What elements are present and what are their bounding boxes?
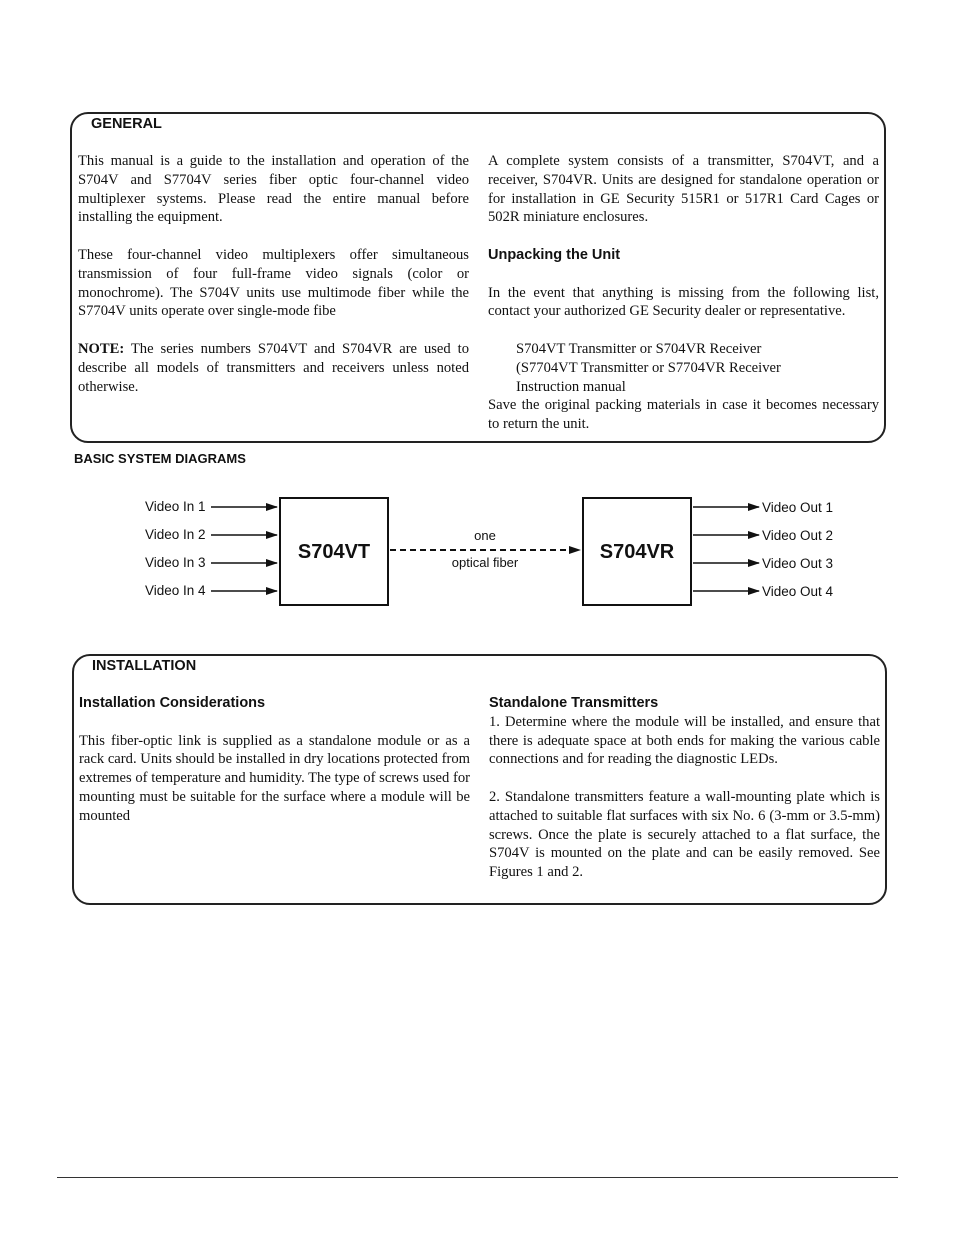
installation-considerations-heading: Installation Considerations xyxy=(79,695,266,711)
video-in-3-label: Video In 3 xyxy=(145,555,206,570)
fiber-link-top-label: one xyxy=(474,528,496,543)
video-out-4-label: Video Out 4 xyxy=(762,584,834,599)
receiver-label: S704VR xyxy=(599,541,675,563)
video-in-2-label: Video In 2 xyxy=(145,527,206,542)
note-text: The series numbers S704VT and S704VR are used to describe all models of transmitters and receivers unless noted otherwise. xyxy=(78,340,469,395)
general-right-column xyxy=(488,152,879,434)
installation-right-column xyxy=(489,694,880,882)
general-left-column xyxy=(78,152,469,415)
general-note-paragraph xyxy=(78,340,469,396)
video-in-4-label: Video In 4 xyxy=(145,583,206,598)
note-label: NOTE: xyxy=(78,340,125,357)
general-multiplexer-paragraph: These four-channel video multiplexers offer simultaneous transmission of four full-frame video signals (color or monochrome). The S704V units use multimode fiber while the S7704V units operate over single-mode fibe xyxy=(78,246,469,320)
diagram-section-title: BASIC SYSTEM DIAGRAMS xyxy=(74,451,246,466)
installation-title: INSTALLATION xyxy=(92,658,197,674)
video-in-1-label: Video In 1 xyxy=(145,499,206,514)
video-out-1-label: Video Out 1 xyxy=(762,500,834,515)
installation-considerations-paragraph: This fiber-optic link is supplied as a standalone module or as a rack card. Units should be installed in dry locations protected from extremes of temperature and humidity. The type of screws used for mounting must be suitable for the surface where a module will be mounted xyxy=(79,732,470,824)
standalone-step-1: 1. Determine where the module will be installed, and ensure that there is adequate space at both ends for making the various cable connections and for reading the diagnostic LEDs. xyxy=(489,713,880,768)
unpacking-heading: Unpacking the Unit xyxy=(488,246,621,263)
fiber-link-bottom-label: optical fiber xyxy=(451,555,519,570)
standalone-transmitters-heading: Standalone Transmitters xyxy=(489,695,659,711)
standalone-step-2: 2. Standalone transmitters feature a wall-mounting plate which is attached to suitable flat surfaces with six No. 6 (3-mm or 3.5-mm) screws. Once the plate is securely attached to a flat surface, the S704V is mounted on the plate and can be easily removed. See Figures 1 and 2. xyxy=(489,788,880,881)
general-intro-paragraph: This manual is a guide to the installation and operation of the S704V and S7704V series fiber optic four-channel video multiplexer systems. Please read the entire manual before installing the equipment. xyxy=(78,153,469,226)
video-out-2-label: Video Out 2 xyxy=(762,528,834,543)
packing-paragraph: Save the original packing materials in case it becomes necessary to return the unit. xyxy=(488,397,879,433)
unpacking-paragraph: In the event that anything is missing from the following list, contact your authorized GE Security dealer or representative. xyxy=(488,284,879,320)
transmitter-label: S704VT xyxy=(297,541,371,563)
unpacking-list xyxy=(488,340,879,396)
footer-rule xyxy=(57,1177,898,1178)
system-diagram xyxy=(0,480,954,650)
installation-left-column xyxy=(79,694,470,826)
video-out-3-label: Video Out 3 xyxy=(762,556,834,571)
list-item: (S7704VT Transmitter or S7704VR Receiver xyxy=(516,359,781,376)
list-item: S704VT Transmitter or S704VR Receiver xyxy=(516,340,762,357)
general-title: GENERAL xyxy=(91,116,162,132)
list-item: Instruction manual xyxy=(516,378,626,395)
general-system-paragraph: A complete system consists of a transmitter, S704VT, and a receiver, S704VR. Units are designed for standalone operation or for installation in GE Security 515R1 or 517R1 Card Cages or 502R miniature enclosures. xyxy=(488,153,879,226)
